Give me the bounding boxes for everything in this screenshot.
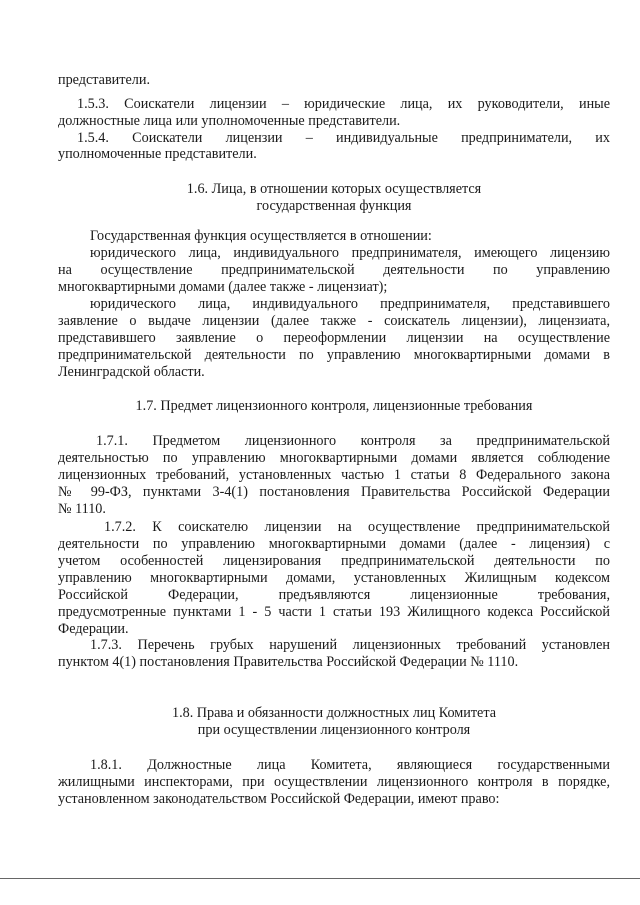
text-line: деятельностью по управлению многоквартирными домами является соблюдение <box>58 450 610 466</box>
text-line: № 99-ФЗ, пунктами 3-4(1) постановления Правительства Российской Федерации <box>58 484 610 500</box>
text-line: деятельности по управлению многоквартирными домами (далее - лицензия) с <box>58 536 610 552</box>
text-line: 1.7.3. Перечень грубых нарушений лицензионных требований установлен <box>90 637 610 653</box>
text-line: № 1110. <box>58 501 106 517</box>
section-heading: государственная функция <box>256 198 412 214</box>
text-line: должностные лица или уполномоченные представители. <box>58 113 401 129</box>
text-line: Государственная функция осуществляется в отношении: <box>90 228 432 244</box>
text-line: учетом особенностей лицензирования предпринимательской деятельности по <box>58 553 610 569</box>
text-line: многоквартирными домами (далее также - лицензиат); <box>58 279 388 295</box>
text-line: на осуществление предпринимательской деятельности по управлению <box>58 262 610 278</box>
text-line: юридического лица, индивидуального предпринимателя, имеющего лицензию <box>90 245 610 261</box>
text-line: представившего заявление о переоформлении лицензии на осуществление <box>58 330 610 346</box>
text-line: заявление о выдаче лицензии (далее также - соискатель лицензии), лицензиата, <box>58 313 610 329</box>
text-line: уполномоченные представители. <box>58 146 257 162</box>
text-line: Федерации. <box>58 621 129 637</box>
text-line: Ленинградской области. <box>58 364 205 380</box>
text-line: жилищными инспекторами, при осуществлении лицензионного контроля в порядке, <box>58 774 610 790</box>
text-line: управлению многоквартирными домами, установленных Жилищным кодексом <box>58 570 610 586</box>
section-heading: 1.6. Лица, в отношении которых осуществляется <box>186 181 482 197</box>
text-line: юридического лица, индивидуального предпринимателя, представившего <box>90 296 610 312</box>
section-heading: 1.8. Права и обязанности должностных лиц Комитета <box>171 705 497 721</box>
text-line: 1.7.1. Предметом лицензионного контроля за предпринимательской <box>96 433 610 449</box>
text-line: 1.5.3. Соискатели лицензии – юридические лица, их руководители, иные <box>77 96 610 112</box>
text-line: предпринимательской деятельности по управлению многоквартирными домами в <box>58 347 610 363</box>
section-heading: при осуществлении лицензионного контроля <box>197 722 471 738</box>
text-line: 1.7.2. К соискателю лицензии на осуществление предпринимательской <box>104 519 610 535</box>
text-line: 1.5.4. Соискатели лицензии – индивидуальные предприниматели, их <box>77 130 610 146</box>
text-line: представители. <box>58 72 150 88</box>
section-heading: 1.7. Предмет лицензионного контроля, лицензионные требования <box>135 398 533 414</box>
text-line: лицензионных требований, установленных частью 1 статьи 8 Федерального закона <box>58 467 610 483</box>
text-line: установленном законодательством Российской Федерации, имеют право: <box>58 791 500 807</box>
text-line: предусмотренные пунктами 1 - 5 части 1 статьи 193 Жилищного кодекса Российской <box>58 604 610 620</box>
text-line: Российской Федерации, предъявляются лицензионные требования, <box>58 587 610 603</box>
text-line: пунктом 4(1) постановления Правительства Российской Федерации № 1110. <box>58 654 519 670</box>
scan-edge-line <box>0 878 640 879</box>
text-line: 1.8.1. Должностные лица Комитета, являющиеся государственными <box>90 757 610 773</box>
